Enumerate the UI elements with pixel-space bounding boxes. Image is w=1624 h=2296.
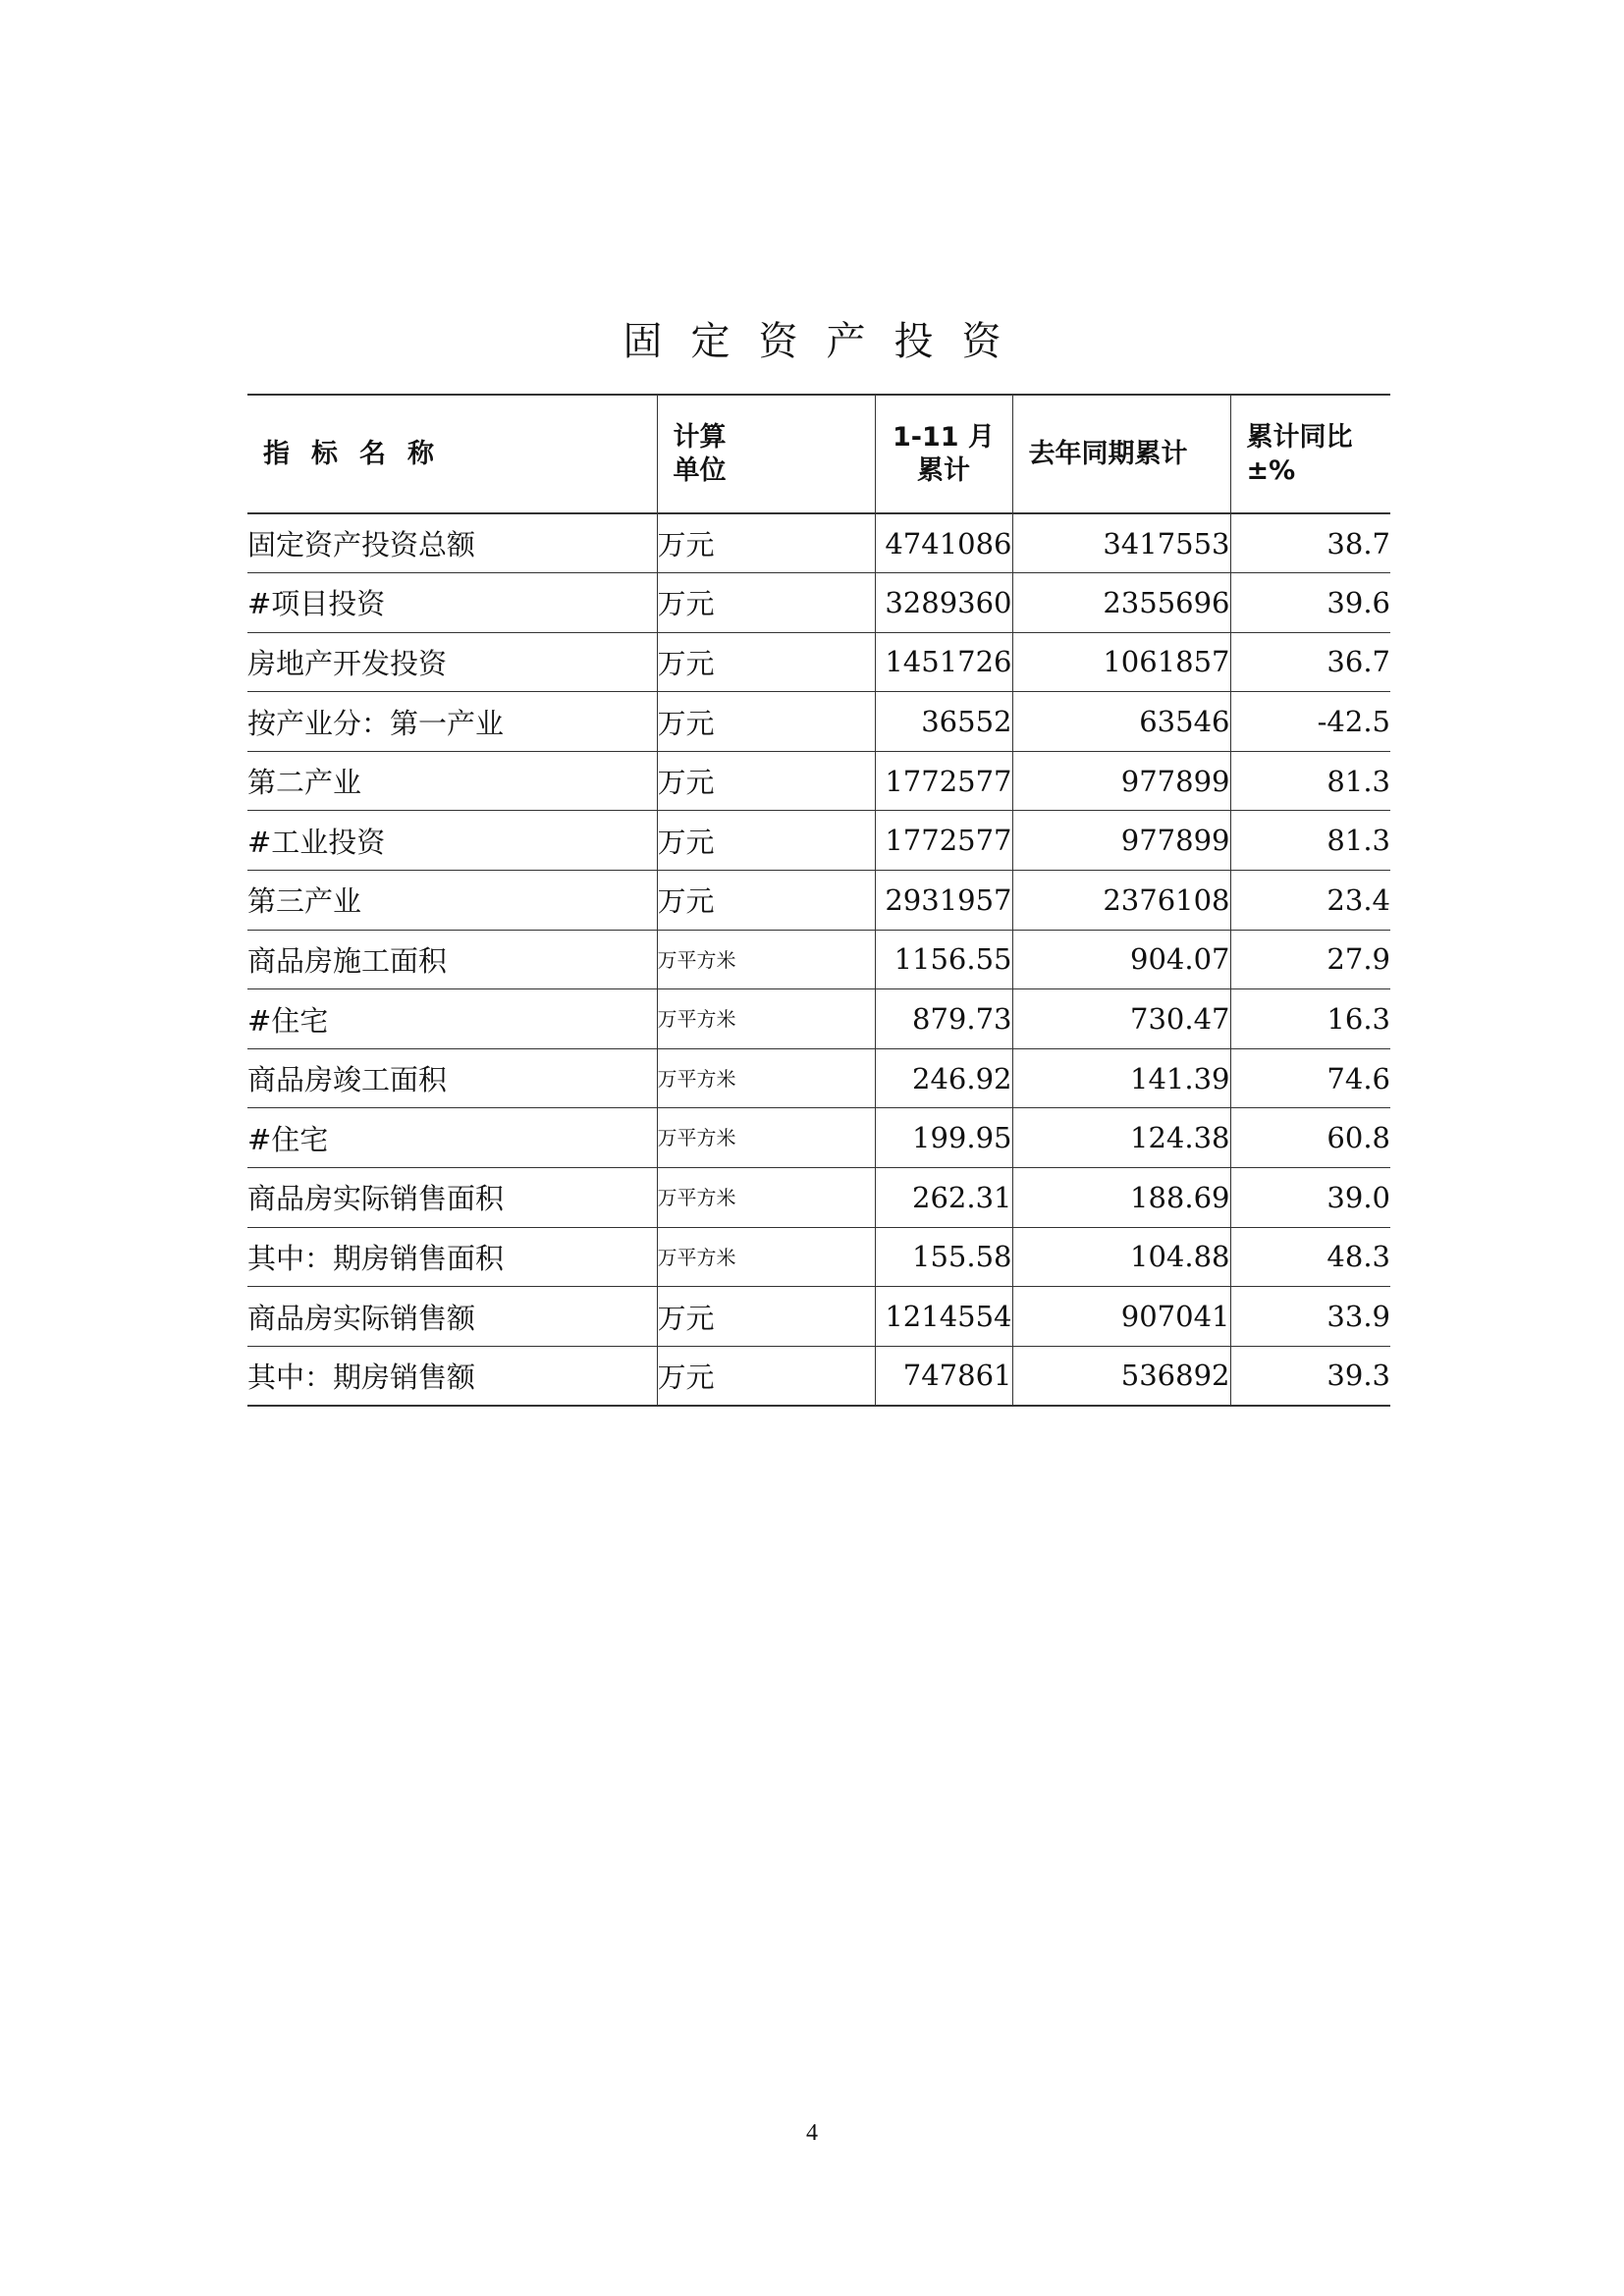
table-row: [247, 1048, 1390, 1108]
last-year-value-cell: 104.88: [1012, 1227, 1230, 1287]
last-year-value-cell: 2376108: [1012, 871, 1230, 931]
yoy-change-cell: 16.3: [1230, 989, 1390, 1049]
indicator-name-cell: 第三产业: [247, 871, 657, 931]
current-value-cell: 1451726: [875, 632, 1012, 692]
last-year-value-cell: 907041: [1012, 1287, 1230, 1347]
current-value-cell: 199.95: [875, 1108, 1012, 1168]
yoy-change-cell: 81.3: [1230, 811, 1390, 871]
header-unit: [657, 395, 875, 513]
yoy-change-cell: 39.0: [1230, 1168, 1390, 1228]
table-row: [247, 692, 1390, 752]
table-row: [247, 513, 1390, 573]
header-last-year: 去年同期累计: [1012, 395, 1230, 513]
yoy-change-cell: -42.5: [1230, 692, 1390, 752]
yoy-change-cell: 33.9: [1230, 1287, 1390, 1347]
last-year-value-cell: 730.47: [1012, 989, 1230, 1049]
current-value-cell: 1772577: [875, 811, 1012, 871]
table-header-row: [247, 395, 1390, 513]
header-yoy-line1: 累计同比: [1246, 421, 1353, 453]
indicator-name-cell: #项目投资: [247, 573, 657, 633]
last-year-value-cell: 63546: [1012, 692, 1230, 752]
yoy-change-cell: 39.3: [1230, 1346, 1390, 1406]
table-body: [247, 513, 1390, 1406]
last-year-value-cell: 977899: [1012, 811, 1230, 871]
yoy-change-cell: 39.6: [1230, 573, 1390, 633]
unit-cell: 万平方米: [657, 930, 875, 989]
header-current-line2: 累计: [917, 454, 970, 486]
current-value-cell: 1156.55: [875, 930, 1012, 989]
unit-cell: 万元: [657, 573, 875, 633]
last-year-value-cell: 2355696: [1012, 573, 1230, 633]
header-current-line1: 1-11 月: [893, 421, 995, 453]
header-yoy: [1230, 395, 1390, 513]
last-year-value-cell: 1061857: [1012, 632, 1230, 692]
current-value-cell: 36552: [875, 692, 1012, 752]
header-unit-line1: 计算: [673, 421, 727, 453]
table-row: [247, 751, 1390, 811]
current-value-cell: 747861: [875, 1346, 1012, 1406]
indicator-name-cell: 第二产业: [247, 751, 657, 811]
indicator-name-cell: #工业投资: [247, 811, 657, 871]
header-yoy-line2: ±%: [1246, 454, 1296, 486]
yoy-change-cell: 27.9: [1230, 930, 1390, 989]
indicator-name-cell: 商品房实际销售额: [247, 1287, 657, 1347]
last-year-value-cell: 141.39: [1012, 1048, 1230, 1108]
current-value-cell: 1772577: [875, 751, 1012, 811]
unit-cell: 万平方米: [657, 989, 875, 1049]
table-row: [247, 930, 1390, 989]
yoy-change-cell: 74.6: [1230, 1048, 1390, 1108]
current-value-cell: 4741086: [875, 513, 1012, 573]
last-year-value-cell: 536892: [1012, 1346, 1230, 1406]
unit-cell: 万元: [657, 1346, 875, 1406]
yoy-change-cell: 23.4: [1230, 871, 1390, 931]
unit-cell: 万平方米: [657, 1048, 875, 1108]
yoy-change-cell: 38.7: [1230, 513, 1390, 573]
indicator-name-cell: 商品房施工面积: [247, 930, 657, 989]
page-title: 固定资产投资: [623, 319, 1030, 364]
current-value-cell: 155.58: [875, 1227, 1012, 1287]
last-year-value-cell: 124.38: [1012, 1108, 1230, 1168]
indicator-name-cell: 商品房实际销售面积: [247, 1168, 657, 1228]
yoy-change-cell: 60.8: [1230, 1108, 1390, 1168]
table-row: [247, 871, 1390, 931]
unit-cell: 万元: [657, 513, 875, 573]
indicator-name-cell: 商品房竣工面积: [247, 1048, 657, 1108]
fixed-asset-investment-table: [247, 394, 1390, 1407]
unit-cell: 万平方米: [657, 1108, 875, 1168]
indicator-name-cell: 其中：期房销售额: [247, 1346, 657, 1406]
current-value-cell: 879.73: [875, 989, 1012, 1049]
unit-cell: 万元: [657, 871, 875, 931]
unit-cell: 万元: [657, 751, 875, 811]
table-row: [247, 811, 1390, 871]
indicator-name-cell: 固定资产投资总额: [247, 513, 657, 573]
yoy-change-cell: 48.3: [1230, 1227, 1390, 1287]
header-current-period: [875, 395, 1012, 513]
yoy-change-cell: 36.7: [1230, 632, 1390, 692]
current-value-cell: 262.31: [875, 1168, 1012, 1228]
table-row: [247, 1168, 1390, 1228]
table-row: [247, 573, 1390, 633]
table-row: [247, 1227, 1390, 1287]
current-value-cell: 246.92: [875, 1048, 1012, 1108]
indicator-name-cell: 房地产开发投资: [247, 632, 657, 692]
unit-cell: 万平方米: [657, 1227, 875, 1287]
indicator-name-cell: #住宅: [247, 989, 657, 1049]
table-row: [247, 632, 1390, 692]
indicator-name-cell: 其中：期房销售面积: [247, 1227, 657, 1287]
indicator-name-cell: 按产业分：第一产业: [247, 692, 657, 752]
current-value-cell: 3289360: [875, 573, 1012, 633]
last-year-value-cell: 977899: [1012, 751, 1230, 811]
unit-cell: 万元: [657, 632, 875, 692]
unit-cell: 万元: [657, 811, 875, 871]
unit-cell: 万元: [657, 692, 875, 752]
table-row: [247, 989, 1390, 1049]
table-row: [247, 1108, 1390, 1168]
header-indicator-name: 指标名称: [247, 395, 657, 513]
indicator-name-cell: #住宅: [247, 1108, 657, 1168]
unit-cell: 万平方米: [657, 1168, 875, 1228]
yoy-change-cell: 81.3: [1230, 751, 1390, 811]
header-unit-line2: 单位: [673, 454, 727, 486]
last-year-value-cell: 904.07: [1012, 930, 1230, 989]
last-year-value-cell: 3417553: [1012, 513, 1230, 573]
last-year-value-cell: 188.69: [1012, 1168, 1230, 1228]
current-value-cell: 1214554: [875, 1287, 1012, 1347]
unit-cell: 万元: [657, 1287, 875, 1347]
table-row: [247, 1346, 1390, 1406]
table-row: [247, 1287, 1390, 1347]
current-value-cell: 2931957: [875, 871, 1012, 931]
page-number: 4: [806, 2120, 818, 2146]
